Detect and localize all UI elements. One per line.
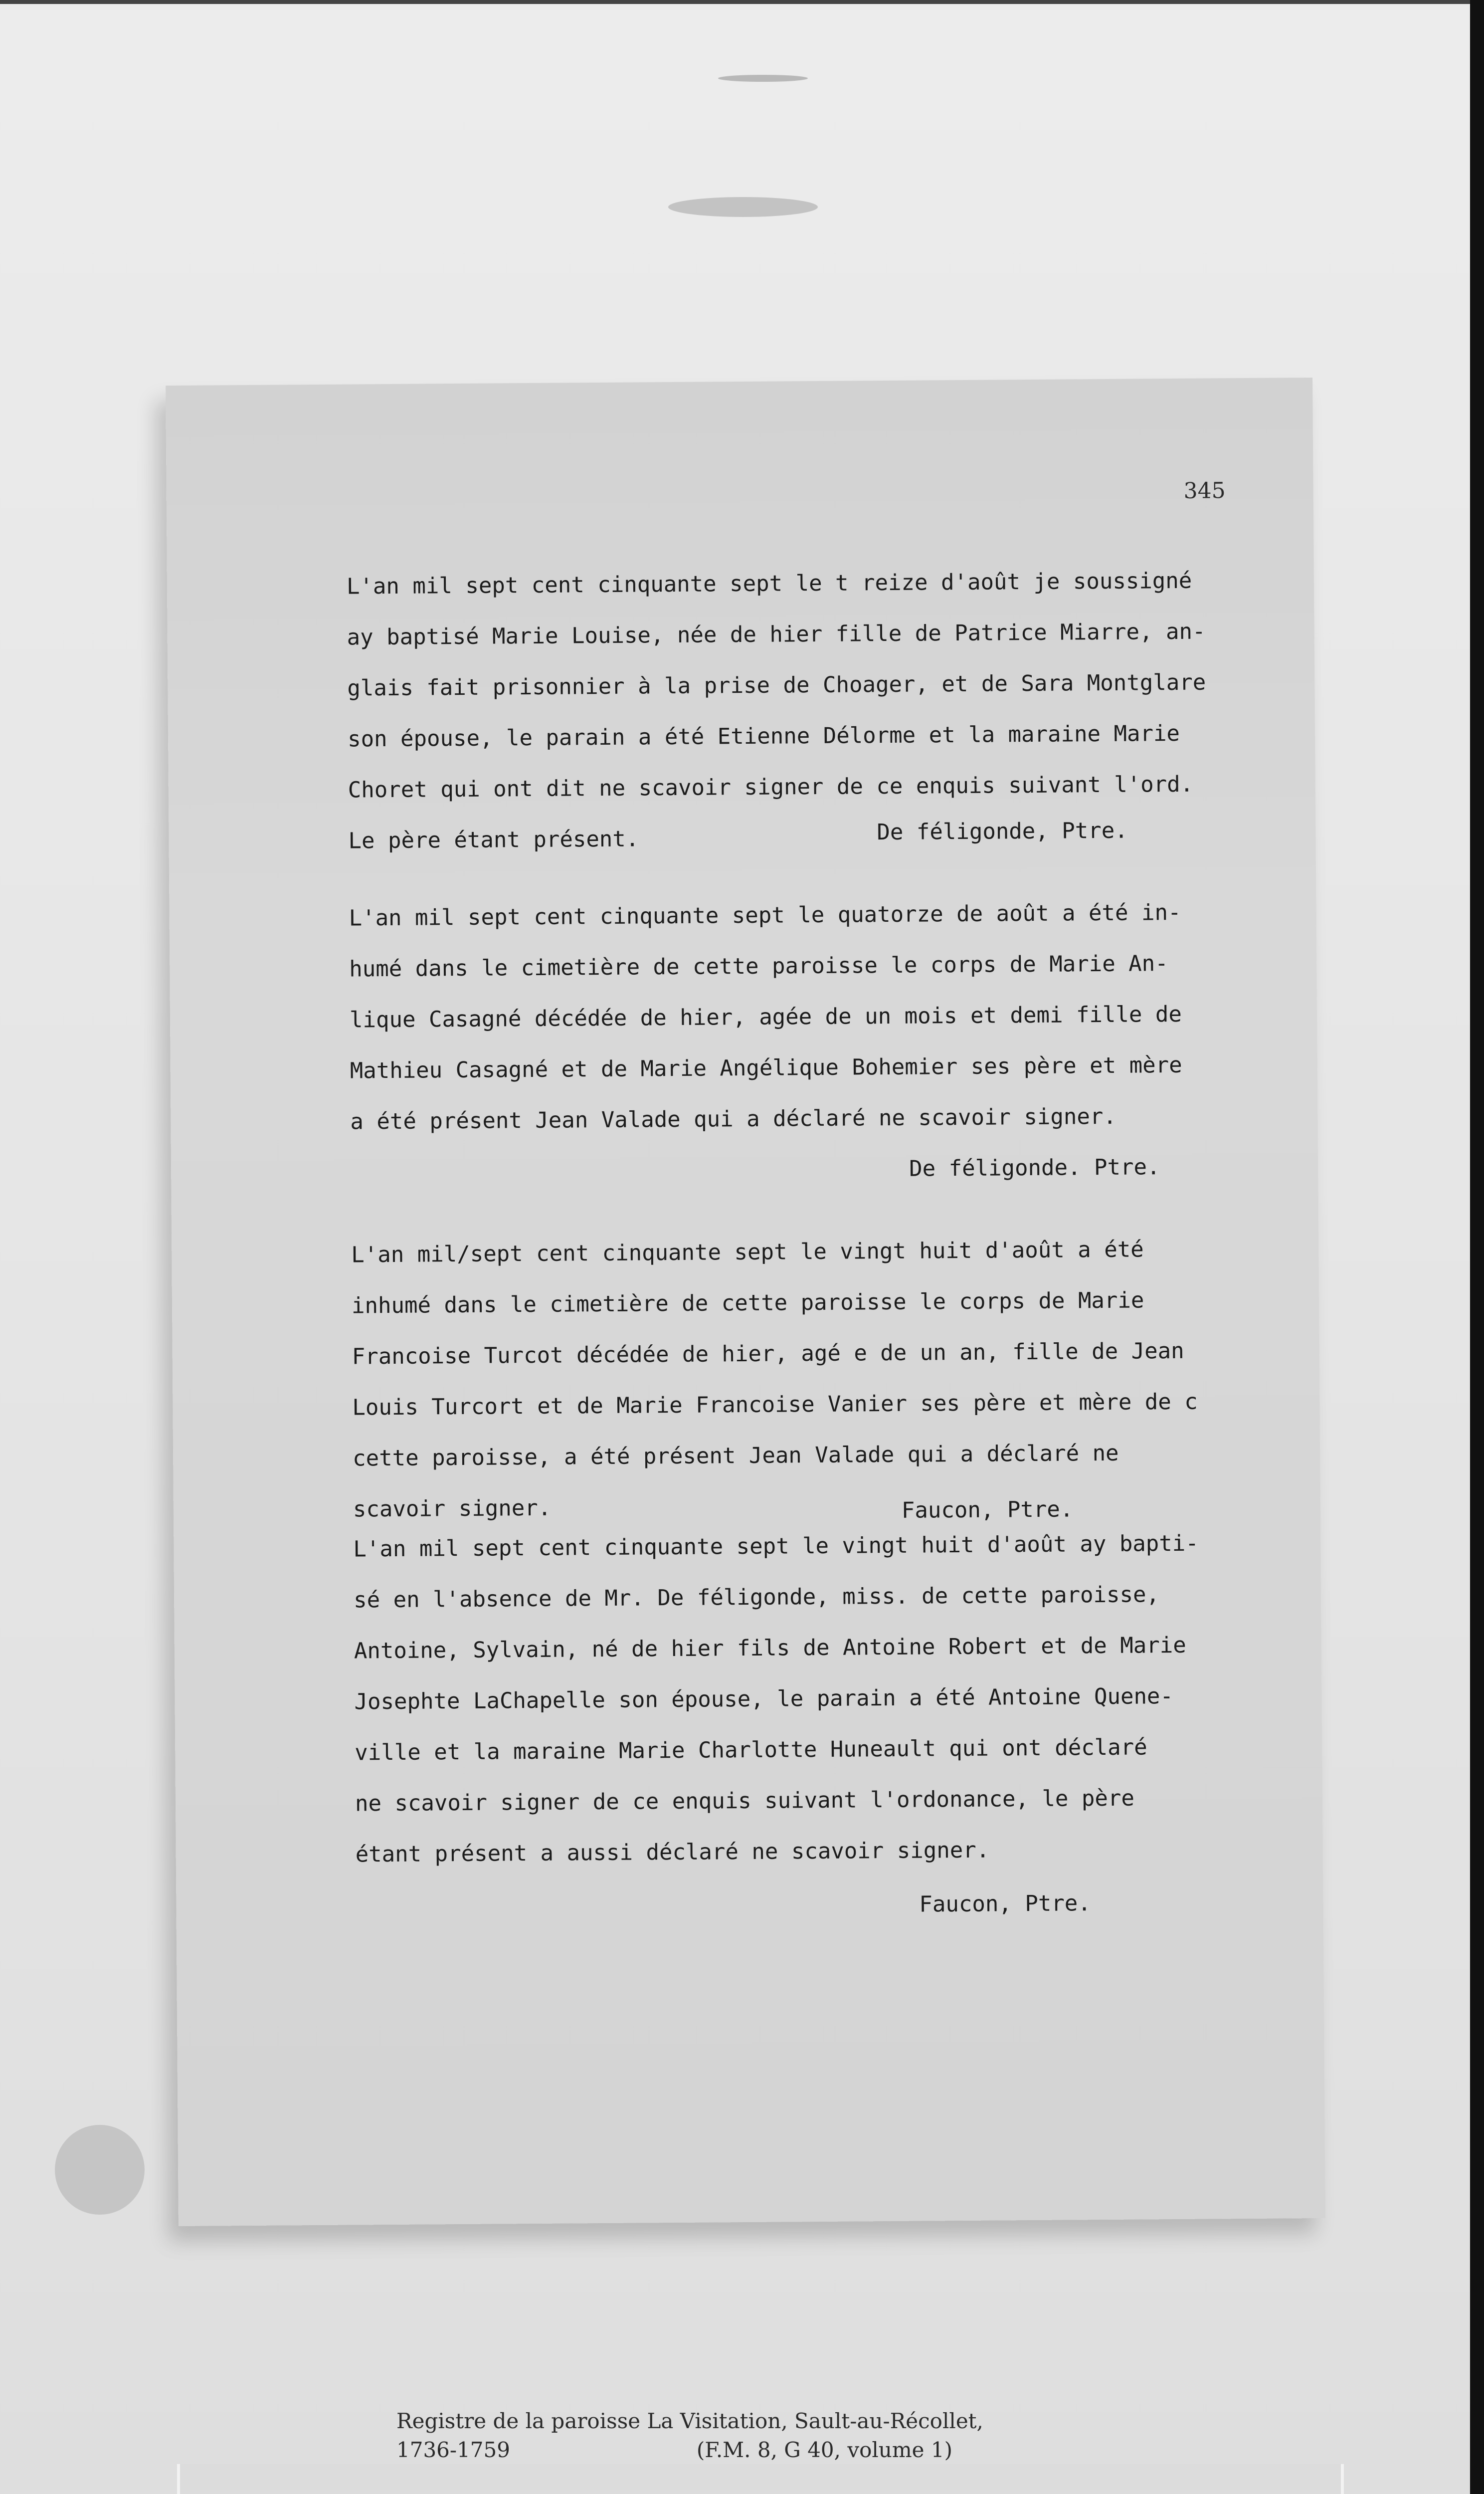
- reference-line-1: Registre de la paroisse La Visitation, Sault-au-Récollet,: [396, 2409, 983, 2433]
- register-entry-3: L'an mil/sept cent cinquante sept le vingt huit d'août a été inhumé dans le cimetière de cette paroisse le corps de Marie Francoise Turcot décédée de hier, agé e de un an, fille de Jean Louis Turcort et de Marie Francoise Vanier ses père et mère de c cette paroisse, a été présent Jean Valade qui a déclaré ne scavoir signer.: [351, 1237, 1198, 1522]
- typed-page: [166, 378, 1325, 2226]
- smudge-mark: [718, 75, 808, 82]
- signature-1: De féligonde, Ptre.: [877, 818, 1128, 845]
- top-edge: [0, 0, 1484, 4]
- smudge-mark: [668, 197, 818, 217]
- right-edge: [1470, 0, 1484, 2494]
- signature-2: De féligonde. Ptre.: [909, 1154, 1160, 1182]
- smudge-mark: [55, 2125, 145, 2215]
- signature-4: Faucon, Ptre.: [919, 1890, 1091, 1917]
- archives-card-frame: [177, 2464, 1344, 2494]
- reference-dates: 1736-1759: [396, 2438, 510, 2462]
- register-entry-2: L'an mil sept cent cinquante sept le quatorze de août a été in- humé dans le cimetière de cette paroisse le corps de Marie An- lique Casagné décédée de hier, agée de un mois et demi fille de Mathieu Casagné et de Marie Angélique Bohemier ses père et mère a été présent Jean Valade qui a déclaré ne scavoir signer.: [349, 899, 1182, 1135]
- register-entry-4: L'an mil sept cent cinquante sept le vingt huit d'août ay bapti- sé en l'absence de Mr. De féligonde, miss. de cette paroisse, Antoine, Sylvain, né de hier fils de Antoine Robert et de Marie Josephte LaChapelle son épouse, le parain a été Antoine Quene- ville et la maraine Marie Charlotte Huneault qui ont déclaré ne scavoir signer de ce enquis suivant l'ordonance, le père étant présent a aussi déclaré ne scavoir signer.: [353, 1530, 1199, 1868]
- signature-3: Faucon, Ptre.: [901, 1496, 1074, 1523]
- archive-reference-label: [396, 2407, 1144, 2465]
- register-entry-1: L'an mil sept cent cinquante sept le t reize d'août je soussigné ay baptisé Marie Louise, née de hier fille de Patrice Miarre, an- glais fait prisonnier à la prise de Choager, et de Sara Montglare son épouse, le parain a été Etienne Délorme et la maraine Marie Choret qui ont dit ne scavoir signer de ce enquis suivant l'ord. Le père étant présent.: [346, 568, 1206, 854]
- page-number: 345: [1183, 478, 1226, 504]
- reference-volume: (F.M. 8, G 40, volume 1): [696, 2438, 952, 2462]
- archives-card: [177, 2464, 1344, 2494]
